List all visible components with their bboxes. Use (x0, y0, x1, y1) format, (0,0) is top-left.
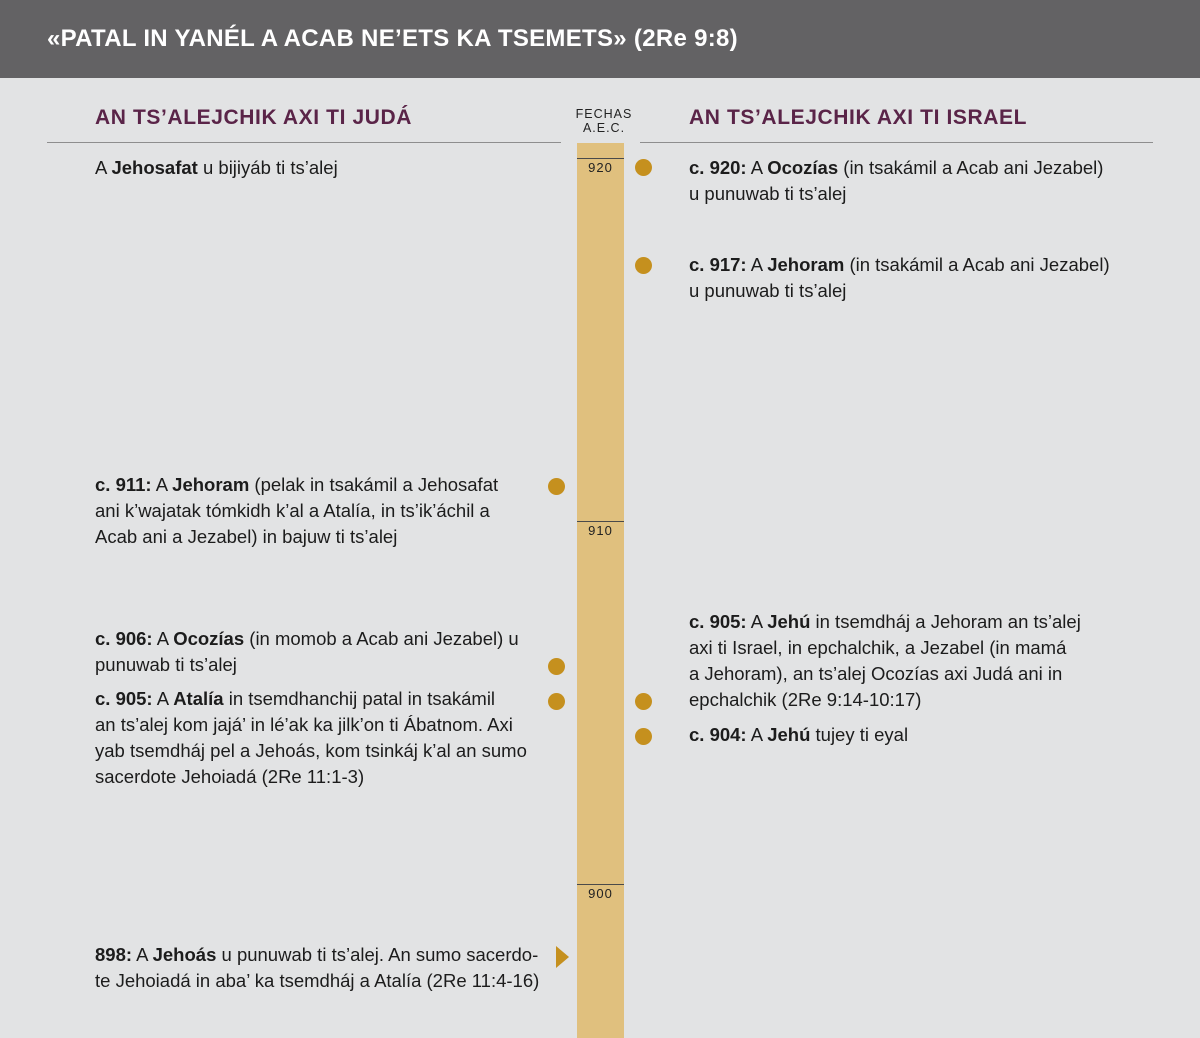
entry-text: u punuwab ti ts’alej (689, 280, 847, 301)
circle-marker-icon (635, 728, 652, 745)
entry-text: ani k’wajatak tómkidh k’al a Atalía, in ts’ik’áchil a (95, 500, 490, 521)
judah-entry-jehoram (95, 472, 545, 550)
entry-bold-text: 898: (95, 944, 133, 965)
entry-bold-text: Jehoás (152, 944, 217, 965)
entry-bold-text: c. 911: (95, 474, 152, 495)
entry-text: A (152, 628, 174, 649)
entry-bold-text: c. 905: (689, 611, 747, 632)
circle-marker-icon (548, 478, 565, 495)
entry-text: yab tsemdháj pel a Jehoás, kom tsinkáj k’al an sumo (95, 740, 527, 761)
timeline-tick-label-910: 910 (588, 523, 613, 538)
entry-text: u punuwab ti ts’alej (689, 183, 847, 204)
entry-text: in tsemdháj a Jehoram an ts’alej (810, 611, 1081, 632)
timeline-tick-label-920: 920 (588, 160, 613, 175)
entry-bold-text: Atalía (173, 688, 224, 709)
entry-text: A (151, 474, 173, 495)
entry-bold-text: Jehoram (172, 474, 250, 495)
circle-marker-icon (635, 693, 652, 710)
entry-text: A (132, 944, 153, 965)
entry-text: (in tsakámil a Acab ani Jezabel) (838, 157, 1104, 178)
circle-marker-icon (635, 257, 652, 274)
triangle-marker-icon (556, 946, 569, 968)
timeline-tick-910 (577, 521, 624, 522)
entry-text: u punuwab ti ts’alej. An sumo sacerdo- (216, 944, 539, 965)
entry-text: (in momob a Acab ani Jezabel) u (244, 628, 519, 649)
timeline-bar (577, 143, 624, 1038)
israel-heading-rule (640, 142, 1153, 143)
judah-entry-ocozias (95, 626, 545, 678)
entry-bold-text: c. 906: (95, 628, 153, 649)
entry-text: tujey ti eyal (810, 724, 909, 745)
entry-bold-text: c. 920: (689, 157, 747, 178)
entry-bold-text: Jehoram (767, 254, 845, 275)
entry-text: A (746, 157, 768, 178)
dates-column-heading (568, 107, 640, 135)
entry-text: in tsemdhanchij patal in tsakámil (223, 688, 496, 709)
entry-text: A (746, 254, 768, 275)
israel-entry-jehu-reign (689, 722, 1159, 748)
entry-bold-text: c. 904: (689, 724, 747, 745)
entry-bold-text: c. 905: (95, 688, 153, 709)
timeline-tick-label-900: 900 (588, 886, 613, 901)
entry-text: (pelak in tsakámil a Jehosafat (249, 474, 499, 495)
entry-text: epchalchik (2Re 9:14-10:17) (689, 689, 922, 710)
judah-column-heading: AN TS’ALEJCHIK AXI TI JUDÁ (95, 106, 413, 129)
circle-marker-icon (548, 658, 565, 675)
entry-text: A (746, 611, 768, 632)
timeline-tick-920 (577, 158, 624, 159)
entry-text: Acab ani a Jezabel) in bajuw ti ts’alej (95, 526, 398, 547)
judah-entry-atalia (95, 686, 545, 790)
entry-text: u bijiyáb ti ts’alej (197, 157, 338, 178)
timeline-tick-900 (577, 884, 624, 885)
judah-entry-jehoas (95, 942, 545, 994)
entry-text: A (95, 157, 112, 178)
dates-heading-line1: FECHAS (575, 107, 633, 121)
entry-text: punuwab ti ts’alej (95, 654, 237, 675)
entry-bold-text: Jehú (767, 611, 811, 632)
circle-marker-icon (635, 159, 652, 176)
israel-entry-jehu-revolt (689, 609, 1159, 713)
entry-text: (in tsakámil a Acab ani Jezabel) (844, 254, 1110, 275)
circle-marker-icon (548, 693, 565, 710)
page-title: «PATAL IN YANÉL A ACAB NE’ETS KA TSEMETS» (2Re 9:8) (47, 25, 738, 52)
title-banner (0, 0, 1200, 78)
judah-entry-jehosafat (95, 155, 545, 181)
entry-bold-text: Jehosafat (111, 157, 198, 178)
judah-heading-rule (47, 142, 561, 143)
entry-text: an ts’alej kom jajá’ in lé’ak ka jilk’on ti Ábatnom. Axi (95, 714, 513, 735)
israel-entry-jehoram (689, 252, 1159, 304)
dates-heading-line2: A.E.C. (582, 121, 626, 135)
israel-entry-ocozias (689, 155, 1159, 207)
entry-text: axi ti Israel, in epchalchik, a Jezabel (in mamá (689, 637, 1067, 658)
entry-text: te Jehoiadá in aba’ ka tsemdháj a Atalía (2Re 11:4-16) (95, 970, 540, 991)
entry-text: A (746, 724, 768, 745)
entry-text: A (152, 688, 174, 709)
entry-bold-text: Ocozías (767, 157, 839, 178)
entry-text: a Jehoram), an ts’alej Ocozías axi Judá ani in (689, 663, 1063, 684)
entry-text: sacerdote Jehoiadá (2Re 11:1-3) (95, 766, 365, 787)
entry-bold-text: Ocozías (173, 628, 245, 649)
israel-column-heading: AN TS’ALEJCHIK AXI TI ISRAEL (689, 106, 1028, 129)
entry-bold-text: Jehú (767, 724, 811, 745)
entry-bold-text: c. 917: (689, 254, 747, 275)
